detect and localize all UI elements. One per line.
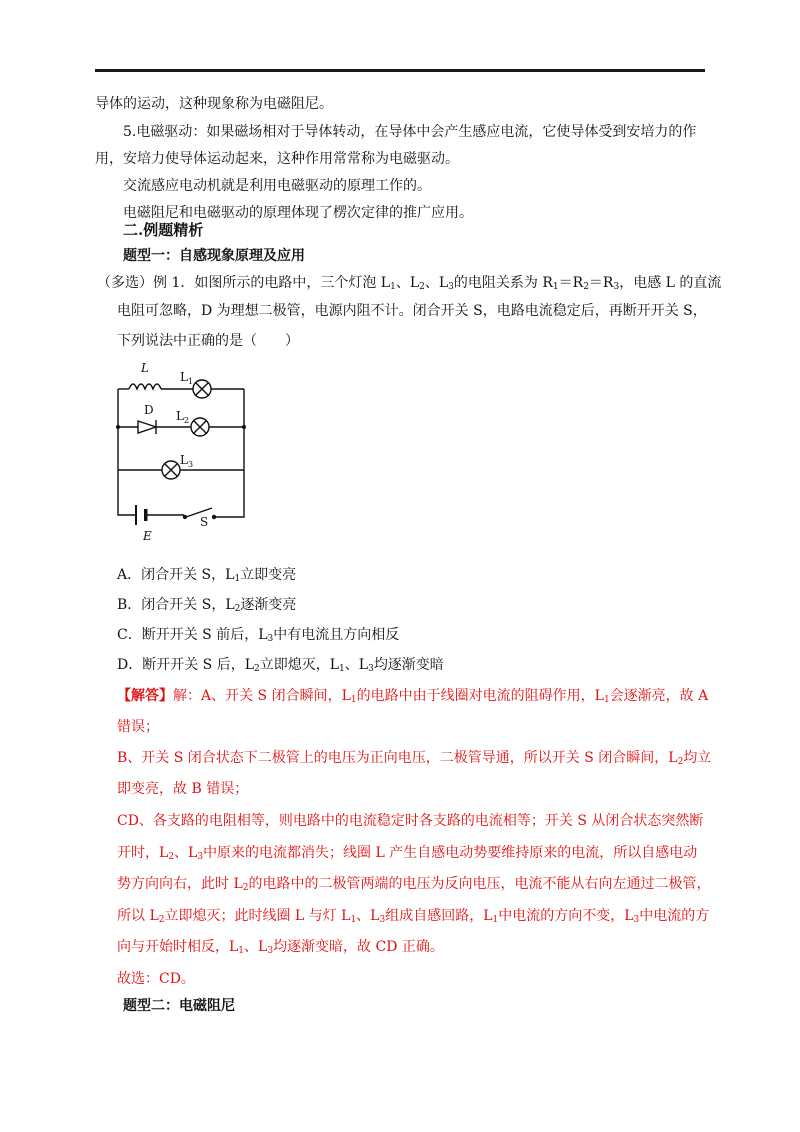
- answer-line3: B、开关 S 闭合状态下二极管上的电压为正向电压，二极管导通，所以开关 S 闭合瞬间，$L_2$均立: [117, 750, 712, 767]
- answer-tag: 【解答】: [117, 688, 173, 704]
- answer-choice: 故选：CD。: [117, 971, 195, 987]
- answer-line4: 即变亮，故 B 错误；: [117, 781, 249, 797]
- diode-label: D: [144, 403, 154, 417]
- answer-line6: 开时，$L_2$、$L_3$中原来的电流都消失；线圈 L 产生自感电动势要维持原来的电流，所以自感电动: [117, 845, 698, 862]
- lamp-l2-label: $L_2$: [176, 409, 190, 425]
- type1-title: 题型一：自感现象原理及应用: [123, 248, 305, 264]
- intro-line: 导体的运动，这种现象称为电磁阻尼。: [95, 96, 333, 112]
- battery-label: E: [143, 529, 152, 543]
- example-line2: 电阻可忽略，D 为理想二极管，电源内阻不计。闭合开关 S，电路电流稳定后，再断开开关 S，: [117, 303, 707, 319]
- item5-line2: 用，安培力使导体运动起来，这种作用常常称为电磁驱动。: [95, 151, 459, 167]
- answer-line9: 向与开始时相反，$L_1$、$L_3$均逐渐变暗，故 CD 正确。: [117, 939, 444, 956]
- header-rule: [95, 69, 705, 72]
- section-title: 二.例题精析: [123, 221, 204, 239]
- answer-line1: 【解答】解：A、开关 S 闭合瞬间，$L_1$的电路中由于线圈对电流的阻碍作用，$L_1$会逐渐亮，故 A: [117, 688, 709, 705]
- inductor-label: L: [141, 361, 149, 375]
- answer-line2: 错误；: [117, 719, 159, 735]
- answer-line5: CD、各支路的电阻相等，则电路中的电流稳定时各支路的电流相等；开关 S 从闭合状态突然断: [117, 813, 704, 829]
- motor-line: 交流感应电动机就是利用电磁驱动的原理工作的。: [123, 178, 431, 194]
- lenz-line: 电磁阻尼和电磁驱动的原理体现了楞次定律的推广应用。: [123, 205, 473, 221]
- lamp-l3-label: $L_3$: [180, 453, 194, 469]
- example-line3: 下列说法中正确的是（ ）: [117, 333, 299, 349]
- switch-label: S: [200, 515, 209, 529]
- example-line1: （多选）例 1．如图所示的电路中，三个灯泡 $L_1$、$L_2$、$L_3$的电阻关系为 $R_1=R_2=R_3$，电感 L 的直流: [97, 275, 722, 292]
- circuit-diagram: [110, 360, 260, 545]
- type2-title: 题型二：电磁阻尼: [123, 998, 235, 1014]
- option-a[interactable]: A．闭合开关 S，$L_1$立即变亮: [117, 567, 297, 584]
- lamp-l1-label: $L_1$: [180, 370, 194, 386]
- option-c[interactable]: C．断开开关 S 前后，$L_3$中有电流且方向相反: [117, 627, 400, 644]
- answer-line8: 所以 $L_2$立即熄灭；此时线圈 L 与灯 $L_1$、$L_3$组成自感回路，$L_1$中电流的方向不变，$L_3$中电流的方: [117, 908, 710, 925]
- option-b[interactable]: B．闭合开关 S，$L_2$逐渐变亮: [117, 597, 297, 614]
- option-d[interactable]: D．断开开关 S 后，$L_2$立即熄灭，$L_1$、$L_3$均逐渐变暗: [117, 657, 444, 674]
- answer-line7: 势方向向右，此时 $L_2$的电路中的二极管两端的电压为反向电压，电流不能从右向左通过二极管，: [117, 876, 711, 893]
- item5-line1: 5.电磁驱动：如果磁场相对于导体转动，在导体中会产生感应电流，它使导体受到安培力的作: [123, 124, 697, 140]
